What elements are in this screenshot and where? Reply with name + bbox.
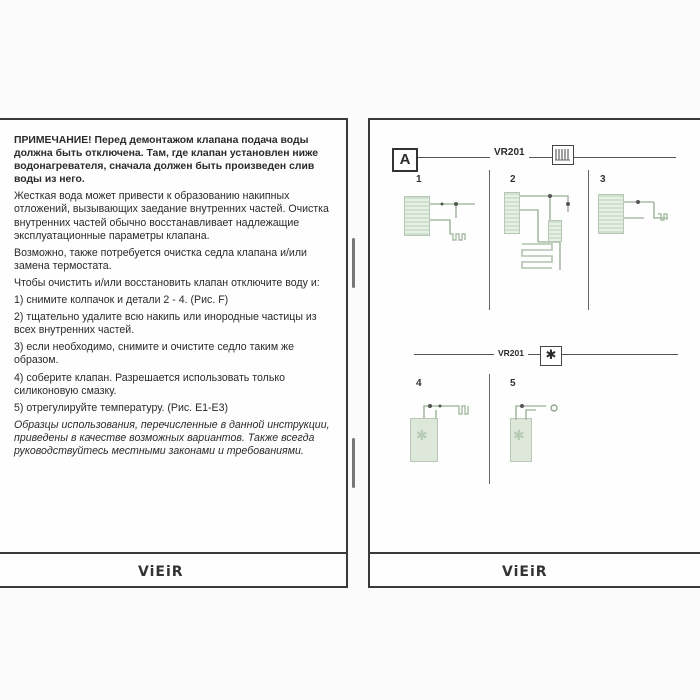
paragraph-procedure-intro: Чтобы очистить и/или восстановить клапан отключите воду и:	[14, 276, 320, 289]
pipe-diagram	[430, 190, 485, 250]
panel-separator	[489, 170, 490, 310]
panel-number: 2	[510, 174, 516, 185]
snowflake-icon: ✱	[513, 428, 525, 444]
step-item: 4) соберите клапан. Разрешается использовать только силиконовую смазку.	[14, 371, 286, 397]
panel-number: 1	[416, 174, 422, 185]
section-label: A	[399, 151, 411, 168]
left-page	[0, 118, 348, 588]
brand-logo: ViEiR	[502, 564, 548, 580]
radiator	[404, 196, 430, 236]
model-label-top: VR201	[490, 147, 529, 158]
brand-logo: ViEiR	[138, 564, 184, 580]
warning-note: ПРИМЕЧАНИЕ! Перед демонтажом клапана подача воды должна быть отключена. Там, где клапан установлен ниже водонагревателя, сначала должен быть произведен слив воды из него.	[14, 135, 319, 186]
footer-divider	[0, 552, 346, 554]
top-section-rule	[418, 157, 676, 158]
paragraph-seat-cleaning: Возможно, также потребуется очистка седла клапана и/или замена термостата.	[14, 246, 307, 272]
snowflake-icon: ✱	[416, 428, 428, 444]
step-item: 2) тщательно удалите всю накипь или инородные частицы из всех внутренних частей.	[14, 311, 317, 337]
step-item: 3) если необходимо, снимите и очистите седло таким же образом.	[14, 341, 295, 367]
right-page	[368, 118, 700, 588]
step-item: 1) снимите колпачок и детали 2 - 4. (Рис. F)	[14, 294, 229, 307]
snowflake-icon: ✱	[540, 346, 562, 366]
pipe-diagram	[624, 190, 679, 230]
pipe-diagram	[416, 396, 480, 426]
model-label-bottom: VR201	[494, 348, 528, 358]
floor-heating-coil	[518, 238, 558, 274]
panel-number: 5	[510, 378, 516, 389]
pipe-diagram	[510, 398, 580, 428]
radiator	[598, 194, 624, 234]
heating-coil-icon	[552, 145, 574, 165]
panel-separator	[588, 170, 589, 310]
radiator	[504, 192, 520, 234]
footer-divider	[370, 552, 700, 554]
binding-mark	[352, 438, 355, 488]
panel-number: 4	[416, 378, 422, 389]
instructions-text	[14, 134, 334, 462]
disclaimer-text: Образцы использования, перечисленные в данной инструкции, приведены в качестве возможных вариантов. Также всегда руководствуйтесь местными законами и требованиями.	[14, 418, 330, 457]
section-label-box	[392, 148, 418, 172]
step-item: 5) отрегулируйте температуру. (Рис. E1-E3)	[14, 401, 229, 414]
panel-separator	[489, 374, 490, 484]
binding-mark	[352, 238, 355, 288]
paragraph-hard-water: Жесткая вода может привести к образованию накипных отложений, вызывающих заедание внутренних частей. Очистка внутренних частей обычно восстанавливает надлежащие эксплуатационные параметры клапана.	[14, 190, 329, 242]
panel-number: 3	[600, 174, 606, 185]
